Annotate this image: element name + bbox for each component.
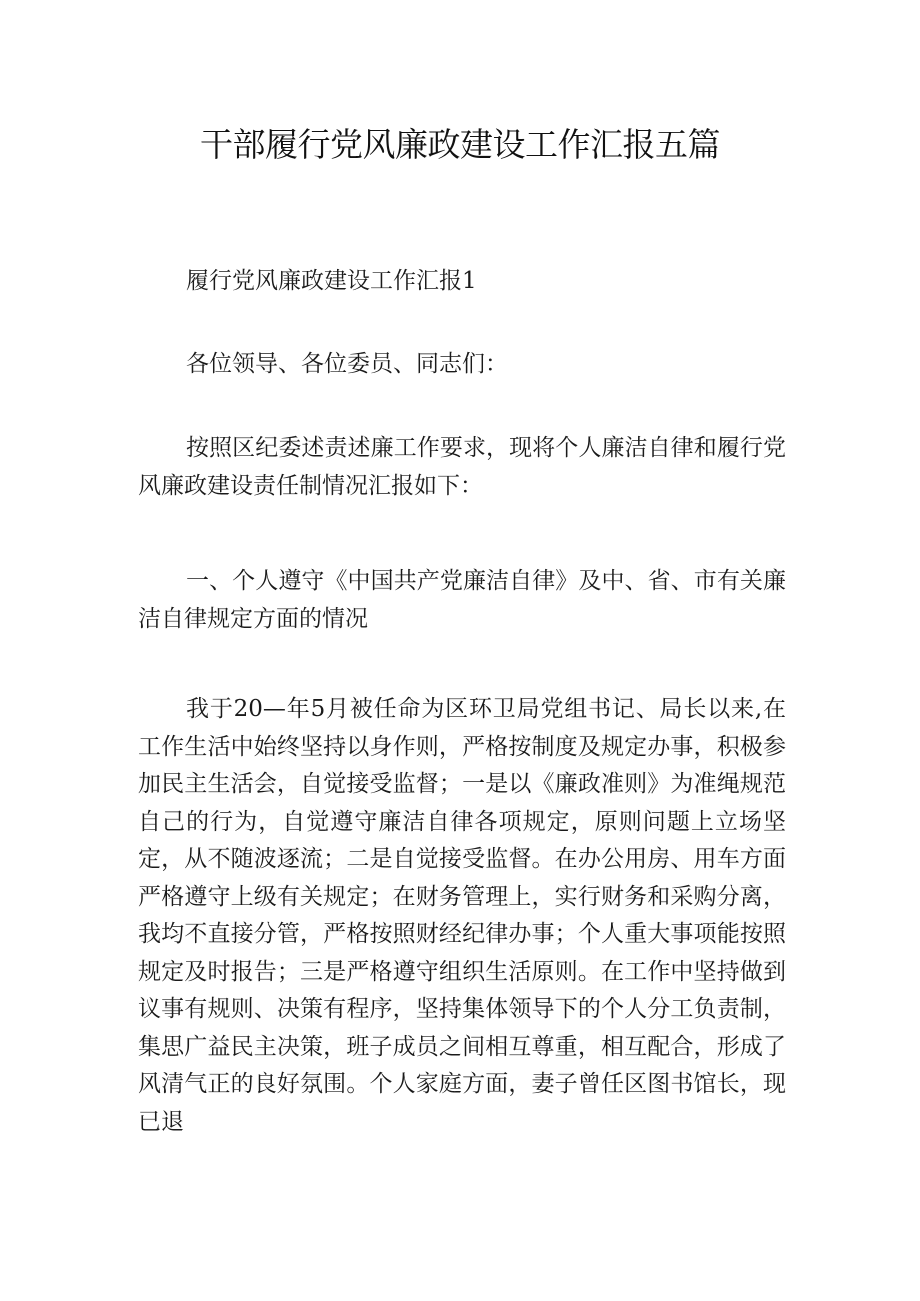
- paragraph-intro: 按照区纪委述责述廉工作要求，现将个人廉洁自律和履行党风廉政建设责任制情况汇报如下：: [138, 435, 786, 499]
- section-heading: 履行党风廉政建设工作汇报1: [186, 268, 477, 294]
- paragraph-body: 我于20—年5月被任命为区环卫局党组书记、局长以来,在工作生活中始终坚持以身作则，严格按制度及规定办事，积极参加民主生活会，自觉接受监督；一是以《廉政准则》为准绳规范自己的行为，自觉遵守廉洁自律各项规定，原则问题上立场坚定，从不随波逐流；二是自觉接受监督。在办公用房、用车方面严格遵守上级有关规定；在财务管理上，实行财务和采购分离，我均不直接分管，严格按照财经纪律办事；个人重大事项能按照规定及时报告；三是严格遵守组织生活原则。在工作中坚持做到议事有规则、决策有程序，坚持集体领导下的个人分工负责制，集思广益民主决策，班子成员之间相互尊重，相互配合，形成了风清气正的良好氛围。个人家庭方面，妻子曾任区图书馆长，现已退: [138, 696, 786, 1135]
- paragraph-section-one-heading: 一、个人遵守《中国共产党廉洁自律》及中、省、市有关廉洁自律规定方面的情况: [138, 568, 786, 632]
- document-title: 干部履行党风廉政建设工作汇报五篇: [200, 125, 720, 164]
- salutation: 各位领导、各位委员、同志们：: [186, 351, 508, 377]
